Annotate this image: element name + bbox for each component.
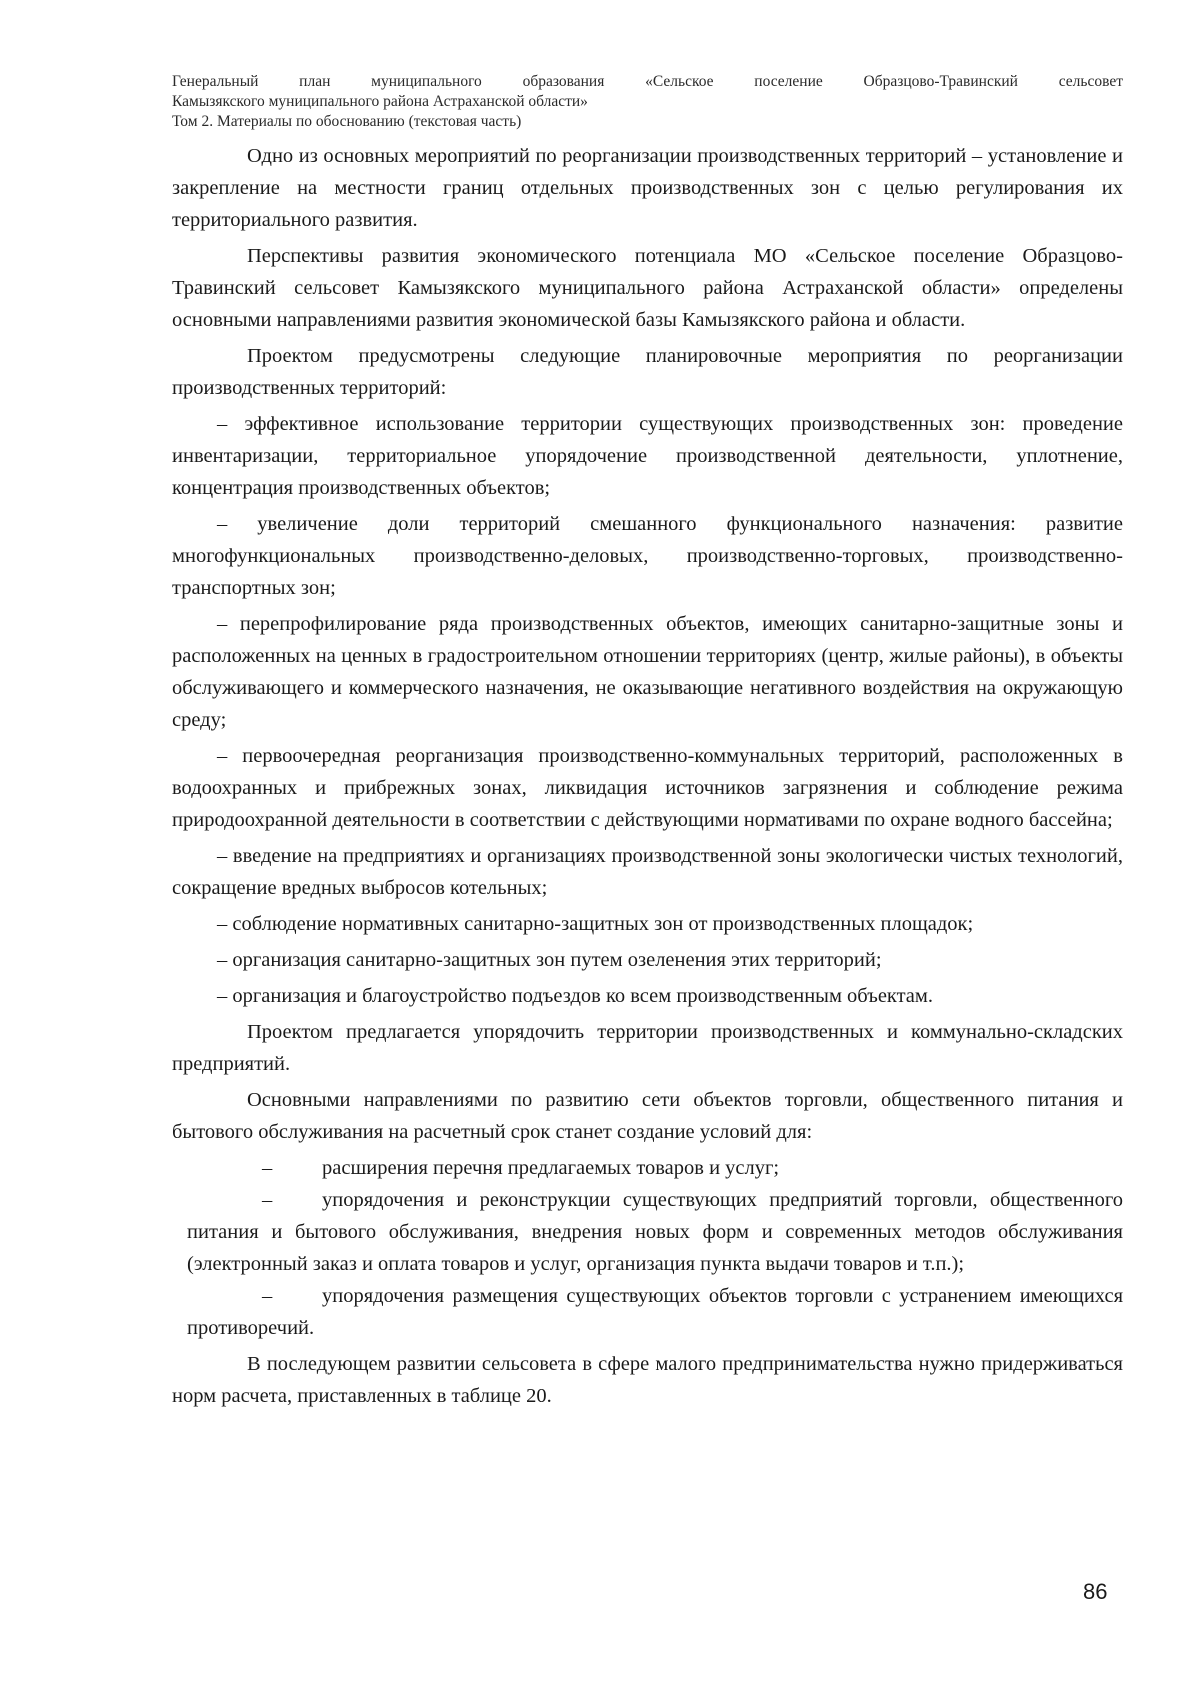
dash-list-item: – организация санитарно-защитных зон путем озеленения этих территорий; — [217, 949, 882, 971]
header-line-1: Генеральный план муниципального образования «Сельское поселение Образцово-Травинский сельсовет — [172, 73, 1123, 90]
list-item-text: упорядочения и реконструкции существующих предприятий торговли, общественного питания и бытового обслуживания, внедрения новых форм и современных методов обслуживания (электронный заказ и оплата товаров и услуг, организация пункта выдачи товаров и т.п.); — [187, 1189, 1123, 1275]
dash-list-item: – введение на предприятиях и организациях производственной зоны экологически чистых технологий, сокращение вредных выбросов котельных; — [172, 845, 1123, 899]
paragraph: Одно из основных мероприятий по реорганизации производственных территорий – установление и закрепление на местности границ отдельных производственных зон с целью регулирования их территориального развития. — [172, 145, 1123, 231]
services-list-item — [172, 1184, 1123, 1280]
services-list — [172, 1152, 1123, 1344]
services-list-item — [172, 1280, 1123, 1344]
paragraph: Перспективы развития экономического потенциала МО «Сельское поселение Образцово-Травинский сельсовет Камызякского муниципального района Астраханской области» определены основными направлениями развития экономической базы Камызякского района и области. — [172, 245, 1123, 331]
list-dash: – — [262, 1285, 273, 1307]
dash-list-item: – организация и благоустройство подъездов ко всем производственным объектам. — [217, 985, 934, 1007]
dash-list-item: – первоочередная реорганизация производственно-коммунальных территорий, расположенных в водоохранных и прибрежных зонах, ликвидация источников загрязнения и соблюдение режима природоохранной деятельности в соответствии с действующими нормативами по охране водного бассейна; — [172, 745, 1123, 831]
list-item-text: расширения перечня предлагаемых товаров и услуг; — [322, 1157, 780, 1179]
paragraph: В последующем развитии сельсовета в сфере малого предпринимательства нужно придерживаться норм расчета, приставленных в таблице 20. — [172, 1353, 1123, 1407]
list-item-text: упорядочения размещения существующих объектов торговли с устранением имеющихся противоречий. — [187, 1285, 1123, 1339]
paragraph: Проектом предусмотрены следующие планировочные мероприятия по реорганизации производственных территорий: — [172, 345, 1123, 399]
running-header — [172, 72, 1123, 132]
dash-list-item: – эффективное использование территории существующих производственных зон: проведение инвентаризации, территориальное упорядочение производственной деятельности, уплотнение, концентрация производственных объектов; — [172, 413, 1123, 499]
dash-list-item: – соблюдение нормативных санитарно-защитных зон от производственных площадок; — [217, 913, 974, 935]
dash-list-item: – увеличение доли территорий смешанного функционального назначения: развитие многофункциональных производственно-деловых, производственно-торговых, производственно- транспортных зон; — [172, 513, 1123, 599]
list-dash: – — [262, 1157, 273, 1179]
services-list-item — [172, 1152, 1123, 1184]
paragraph: Проектом предлагается упорядочить территории производственных и коммунально-складских предприятий. — [172, 1021, 1123, 1075]
list-dash: – — [262, 1189, 273, 1211]
header-line-2: Камызякского муниципального района Астраханской области» — [172, 93, 588, 110]
paragraph: Основными направлениями по развитию сети объектов торговли, общественного питания и бытового обслуживания на расчетный срок станет создание условий для: — [172, 1089, 1123, 1143]
page-number: 86 — [1083, 1579, 1108, 1604]
header-line-3: Том 2. Материалы по обоснованию (текстовая часть) — [172, 113, 522, 130]
document-body — [172, 140, 1123, 1416]
dash-list-item: – перепрофилирование ряда производственных объектов, имеющих санитарно-защитные зоны и расположенных на ценных в градостроительном отношении территориях (центр, жилые районы), в объекты обслуживающего и коммерческого назначения, не оказывающие негативного воздействия на окружающую среду; — [172, 613, 1123, 731]
